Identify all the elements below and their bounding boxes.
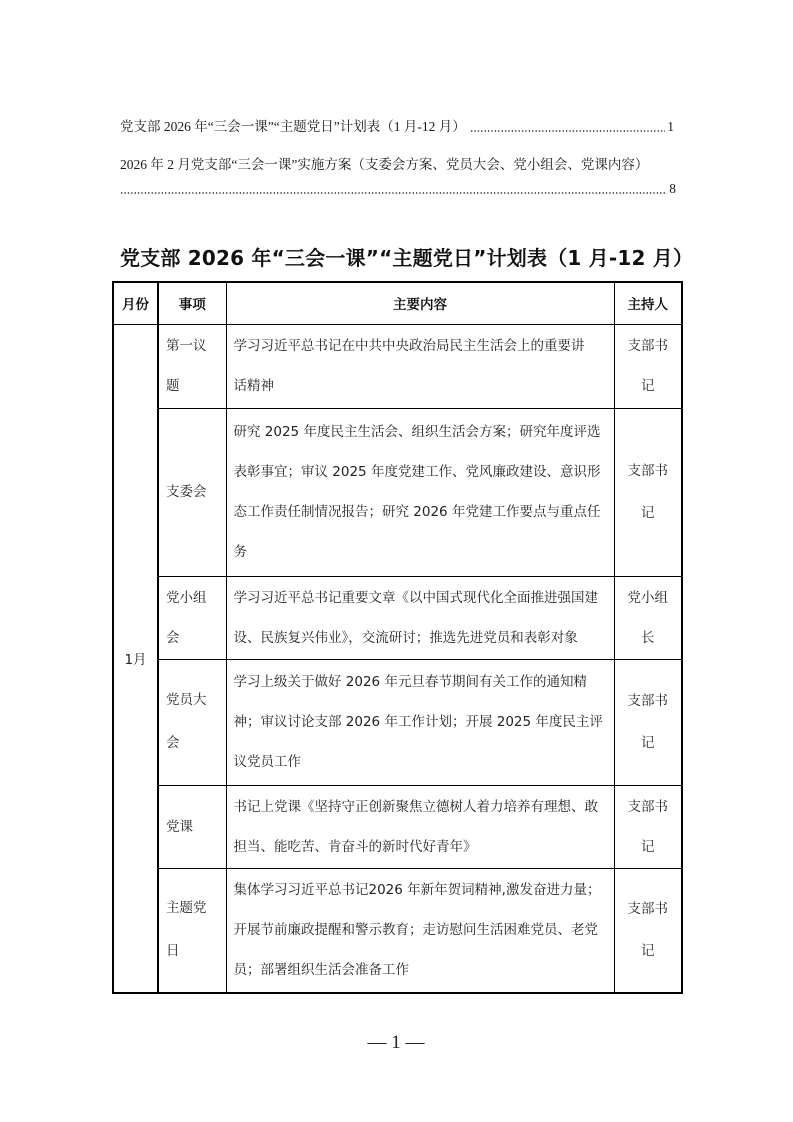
content-line: 开展节前廉政提醒和警示教育；走访慰问生活困难党员、老党 bbox=[233, 922, 598, 939]
host-line: 长 bbox=[641, 629, 655, 646]
item-cell bbox=[158, 868, 226, 993]
content-cell bbox=[226, 324, 614, 408]
content-line: 研究 2025 年度民主生活会、组织生活会方案；研究年度评选 bbox=[233, 424, 601, 440]
toc-entry-continuation[interactable] bbox=[120, 178, 676, 200]
toc-dot-leader bbox=[470, 127, 666, 133]
table-row bbox=[113, 324, 682, 408]
header-host: 主持人 bbox=[614, 282, 682, 324]
content-line: 议党员工作 bbox=[233, 754, 301, 770]
document-title: 党支部 2026 年“三会一课”“主题党日”计划表（1 月-12 月） bbox=[120, 246, 694, 270]
table-row bbox=[113, 785, 682, 868]
content-line: 集体学习习近平总书记2026 年新年贺词精神,激发奋进力量； bbox=[233, 882, 601, 899]
item-line: 会 bbox=[166, 735, 180, 751]
host-line: 记 bbox=[641, 943, 655, 960]
host-line: 支部书 bbox=[627, 798, 668, 815]
item-line: 支委会 bbox=[166, 483, 207, 500]
host-cell bbox=[614, 868, 682, 993]
host-cell bbox=[614, 576, 682, 659]
item-line: 会 bbox=[166, 629, 180, 646]
toc-entry-page[interactable]: 8 bbox=[669, 181, 676, 196]
host-line: 支部书 bbox=[627, 463, 668, 479]
table-row bbox=[113, 576, 682, 659]
content-line: 书记上党课《坚持守正创新聚焦立德树人着力培养有理想、敢 bbox=[233, 798, 598, 815]
host-cell bbox=[614, 408, 682, 576]
month-label: 1月 bbox=[124, 652, 147, 669]
host-line: 支部书 bbox=[627, 338, 668, 354]
item-line: 党课 bbox=[166, 818, 193, 835]
page-number: — 1 — bbox=[367, 1032, 425, 1053]
host-cell bbox=[614, 659, 682, 785]
toc-entry-title[interactable]: 2026 年 2 月党支部“三会一课”实施方案（支委会方案、党员大会、党小组会、党课内容） bbox=[120, 157, 649, 172]
toc-entry-title[interactable]: 党支部 2026 年“三会一课”“主题党日”计划表（1 月-12 月） bbox=[120, 119, 466, 134]
host-line: 支部书 bbox=[627, 901, 668, 918]
content-cell bbox=[226, 659, 614, 785]
item-line: 日 bbox=[166, 943, 180, 960]
plan-table bbox=[112, 281, 683, 994]
content-cell bbox=[226, 868, 614, 993]
item-cell bbox=[158, 324, 226, 408]
content-line: 设、民族复兴伟业》，交流研讨；推选先进党员和表彰对象 bbox=[233, 629, 578, 646]
content-line: 神；审议讨论支部 2026 年工作计划；开展 2025 年度民主评 bbox=[233, 714, 603, 730]
item-cell bbox=[158, 576, 226, 659]
header-month: 月份 bbox=[113, 282, 158, 324]
toc-entry[interactable] bbox=[120, 116, 674, 138]
host-line: 记 bbox=[641, 505, 655, 521]
item-line: 第一议 bbox=[166, 338, 207, 354]
table-row bbox=[113, 868, 682, 993]
item-line: 题 bbox=[166, 378, 180, 394]
content-line: 态工作责任制情况报告；研究 2026 年党建工作要点与重点任 bbox=[233, 504, 601, 520]
toc-entry[interactable] bbox=[120, 154, 674, 176]
content-line: 学习习近平总书记在中共中央政治局民主生活会上的重要讲 bbox=[233, 338, 585, 354]
month-cell bbox=[113, 324, 158, 993]
content-cell bbox=[226, 576, 614, 659]
item-cell bbox=[158, 785, 226, 868]
table-row bbox=[113, 659, 682, 785]
toc-dot-leader bbox=[120, 189, 667, 195]
table-header-row bbox=[113, 282, 682, 324]
content-line: 话精神 bbox=[233, 378, 274, 394]
header-content: 主要内容 bbox=[226, 282, 614, 324]
host-cell bbox=[614, 324, 682, 408]
host-cell bbox=[614, 785, 682, 868]
host-line: 记 bbox=[641, 378, 655, 394]
content-line: 担当、能吃苦、肯奋斗的新时代好青年》 bbox=[233, 838, 477, 855]
content-line: 务 bbox=[233, 544, 247, 560]
host-line: 记 bbox=[641, 838, 655, 855]
item-cell bbox=[158, 659, 226, 785]
content-cell bbox=[226, 785, 614, 868]
host-line: 党小组 bbox=[627, 589, 668, 606]
header-item: 事项 bbox=[158, 282, 226, 324]
toc-entry-page[interactable]: 1 bbox=[667, 119, 674, 134]
item-line: 主题党 bbox=[166, 900, 207, 917]
item-cell bbox=[158, 408, 226, 576]
item-line: 党员大 bbox=[166, 692, 207, 708]
content-line: 学习习近平总书记重要文章《以中国式现代化全面推进强国建 bbox=[233, 589, 598, 606]
item-line: 党小组 bbox=[166, 589, 207, 606]
host-line: 支部书 bbox=[627, 693, 668, 709]
content-cell bbox=[226, 408, 614, 576]
content-line: 学习上级关于做好 2026 年元旦春节期间有关工作的通知精 bbox=[233, 674, 587, 690]
table-row bbox=[113, 408, 682, 576]
host-line: 记 bbox=[641, 735, 655, 751]
content-line: 表彰事宜；审议 2025 年度党建工作、党风廉政建设、意识形 bbox=[233, 464, 601, 480]
content-line: 员；部署组织生活会准备工作 bbox=[233, 962, 409, 979]
